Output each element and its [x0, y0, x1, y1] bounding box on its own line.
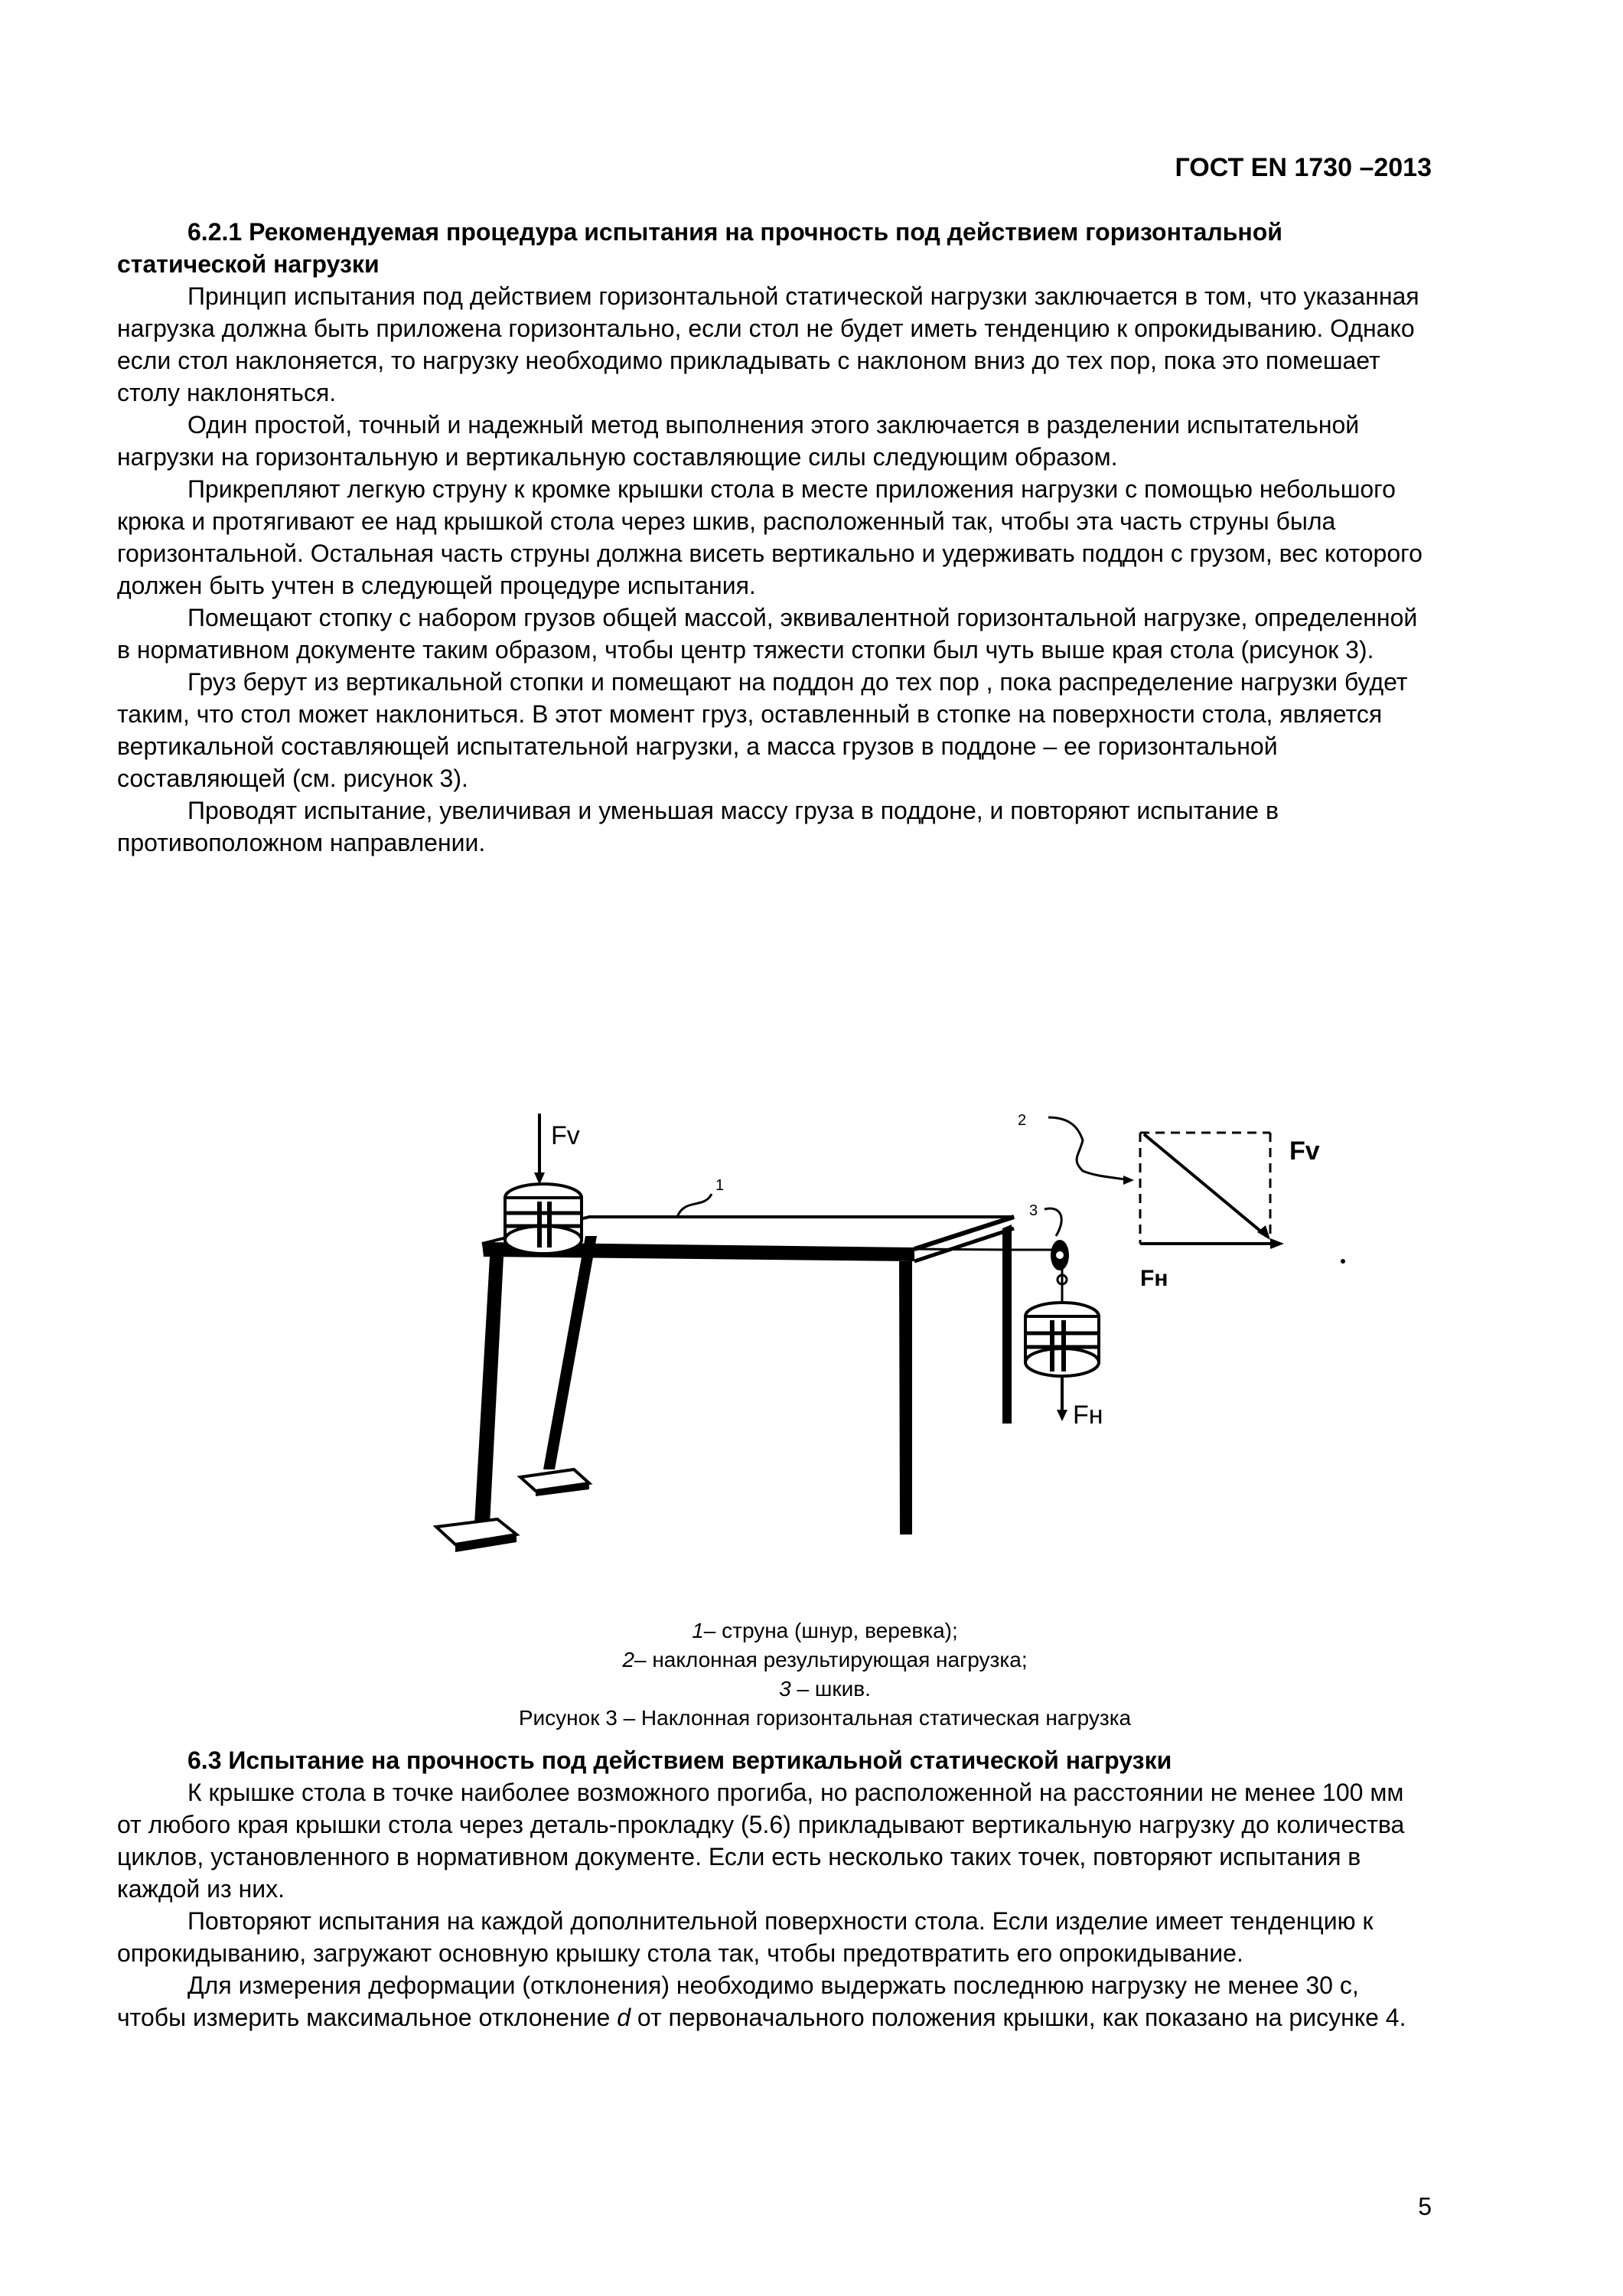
paragraph: Принцип испытания под действием горизонтальной статической нагрузки заключается в том, что указанная нагрузка должна быть приложена горизонтально, если стол не будет иметь тенденцию к опрокидыванию. Однако если стол наклоняется, то нагрузку необходимо прикладывать с наклоном вниз до тех пор, пока это помешает столу наклоняться.: [117, 282, 1419, 406]
paragraph: Груз берут из вертикальной стопки и помещают на поддон до тех пор , пока распределение нагрузки будет таким, что стол может наклониться. В этот момент груз, оставленный в стопке на поверхности стола, является вертикальной составляющей испытательной нагрузки, а масса грузов в поддоне – ее горизонтальной составляющей (см. рисунок 3).: [117, 668, 1408, 792]
callout-1: 1: [715, 1177, 725, 1194]
callout-2: 2: [1018, 1112, 1027, 1129]
paragraph: Один простой, точный и надежный метод выполнения этого заключается в разделении испытательной нагрузки на горизонтальную и вертикальную составляющие силы следующим образом.: [117, 411, 1360, 471]
table-leg-front-left: [474, 1257, 504, 1525]
section-6-3: [117, 1744, 1427, 2033]
legend-item: 1– струна (шнур, веревка);: [692, 1619, 958, 1642]
table-leg-back-left: [543, 1236, 597, 1469]
table-load-diagram: [413, 1087, 1354, 1577]
table-leg-back-right: [1002, 1225, 1012, 1424]
variable-d: d: [617, 2004, 631, 2031]
section-heading: 6.3 Испытание на прочность под действием вертикальной статической нагрузки: [187, 1746, 1172, 1774]
section-6-2-1: [117, 216, 1427, 859]
page-number: 5: [1418, 2193, 1432, 2220]
paragraph: К крышке стола в точке наиболее возможного прогиба, но расположенной на расстоянии не менее 100 мм от любого края крышки стола через деталь-прокладку (5.6) прикладывают вертикальную нагрузку до количества циклов, установленного в нормативном документе. Если есть несколько таких точек, повторяют испытания в каждой из них.: [117, 1779, 1405, 1903]
figure-caption: Рисунок 3 – Наклонная горизонтальная статическая нагрузка: [518, 1706, 1132, 1730]
force-vertical-label: Fv: [551, 1121, 580, 1150]
force-horizontal-label-lower: Fн: [1073, 1401, 1103, 1430]
legend-item: 2– наклонная результирующая нагрузка;: [622, 1648, 1028, 1671]
force-vertical-label-triangle: Fv: [1289, 1137, 1320, 1166]
paragraph: Прикрепляют легкую струну к кромке крышки стола в месте приложения нагрузки с помощью небольшого крюка и протягивают ее над крышкой стола через шкив, расположенный так, чтобы эта часть струны была горизонтальной. Остальная часть струны должна висеть вертикально и удерживать поддон с грузом, вес которого должен быть учтен в следующей процедуре испытания.: [117, 475, 1423, 599]
legend-item: 3 – шкив.: [779, 1677, 871, 1701]
paragraph: Для измерения деформации (отклонения) необходимо выдержать последнюю нагрузку не менее 30 с, чтобы измерить максимальное отклонение d от первоначального положения крышки, как показано на рисунке 4.: [117, 1971, 1406, 2031]
paragraph: Проводят испытание, увеличивая и уменьшая массу груза в поддоне, и повторяют испытание в противоположном направлении.: [117, 797, 1279, 856]
string: [914, 1249, 1014, 1250]
document-code: ГОСТ EN 1730 –2013: [1175, 153, 1432, 182]
figure-legend: [117, 1616, 1533, 1733]
paragraph: Помещают стопку с набором грузов общей массой, эквивалентной горизонтальной нагрузке, определенной в нормативном документе таким образом, чтобы центр тяжести стопки был чуть выше края стола (рисунок 3).: [117, 604, 1418, 664]
table-leg-front-right: [899, 1261, 912, 1534]
paragraph: Повторяют испытания на каждой дополнительной поверхности стола. Если изделие имеет тенденцию к опрокидыванию, загружают основную крышку стола так, чтобы предотвратить его опрокидывание.: [117, 1907, 1374, 1967]
figure-3-diagram: [413, 1087, 1354, 1577]
force-horizontal-label-triangle: Fн: [1140, 1266, 1168, 1291]
section-heading: 6.2.1 Рекомендуемая процедура испытания на прочность под действием горизонтальной статической нагрузки: [117, 218, 1282, 278]
callout-3: 3: [1029, 1202, 1038, 1219]
